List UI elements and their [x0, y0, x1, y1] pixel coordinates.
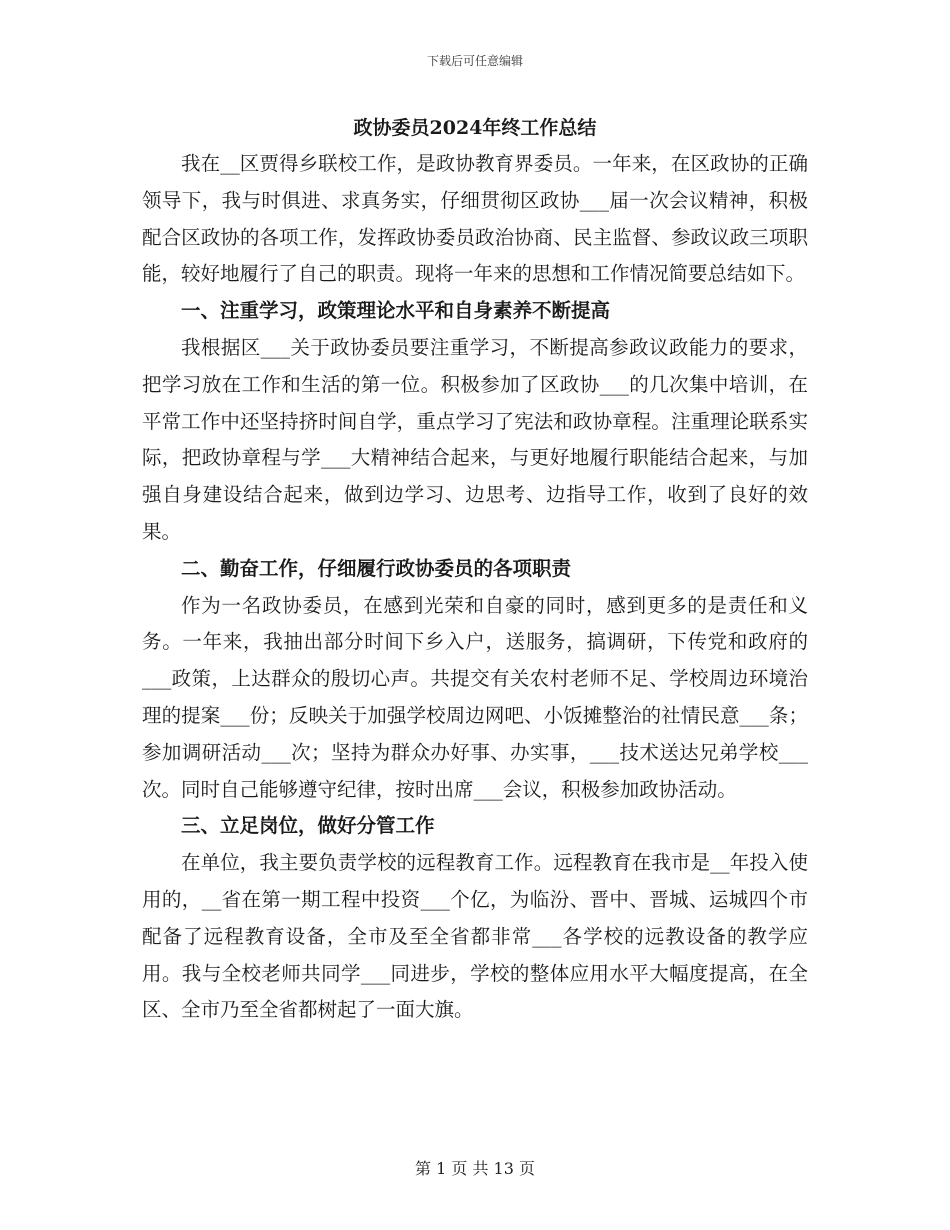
section-heading-3: 三、立足岗位，做好分管工作	[181, 814, 435, 838]
section-body-2: 作为一名政协委员，在感到光荣和自豪的同时，感到更多的是责任和义务。一年来，我抽出部分时间下乡入户，送服务，搞调研，下传党和政府的___政策，上达群众的殷切心声。共提交有关农村老师不足、学校周边环境治理的提案___份；反映关于加强学校周边网吧、小饭摊整治的社情民意___条；参加调研活动___次；坚持为群众办好事、办实事，___技术送达兄弟学校___次。同时自己能够遵守纪律，按时出席___会议，积极参加政协活动。	[142, 593, 808, 801]
header-note: 下载后可任意编辑	[426, 54, 523, 68]
page-number-footer: 第 1 页 共 13 页	[415, 1159, 535, 1178]
section-heading-1: 一、注重学习，政策理论水平和自身素养不断提高	[181, 299, 611, 323]
section-body-1: 我根据区___关于政协委员要注重学习，不断提高参政议政能力的要求，把学习放在工作和生活的第一位。积极参加了区政协___的几次集中培训，在平常工作中还坚持挤时间自学，重点学习了宪法和政协章程。注重理论联系实际，把政协章程与学___大精神结合起来，与更好地履行职能结合起来，与加强自身建设结合起来，做到边学习、边思考、边指导工作，收到了良好的效果。	[142, 335, 808, 543]
document-title: 政协委员2024年终工作总结	[353, 117, 597, 139]
document-body	[142, 110, 808, 1029]
intro-paragraph: 我在__区贾得乡联校工作，是政协教育界委员。一年来，在区政协的正确领导下，我与时俱进、求真务实，仔细贯彻区政协___届一次会议精神，积极配合区政协的各项工作，发挥政协委员政治协商、民主监督、参政议政三项职能，较好地履行了自己的职责。现将一年来的思想和工作情况简要总结如下。	[142, 152, 808, 286]
section-body-3: 在单位，我主要负责学校的远程教育工作。远程教育在我市是__年投入使用的，__省在第一期工程中投资___个亿，为临汾、晋中、晋城、运城四个市配备了远程教育设备，全市及至全省都非常___各学校的远教设备的教学应用。我与全校老师共同学___同进步，学校的整体应用水平大幅度提高，在全区、全市乃至全省都树起了一面大旗。	[142, 851, 808, 1022]
section-heading-2: 二、勤奋工作，仔细履行政协委员的各项职责	[181, 556, 572, 580]
